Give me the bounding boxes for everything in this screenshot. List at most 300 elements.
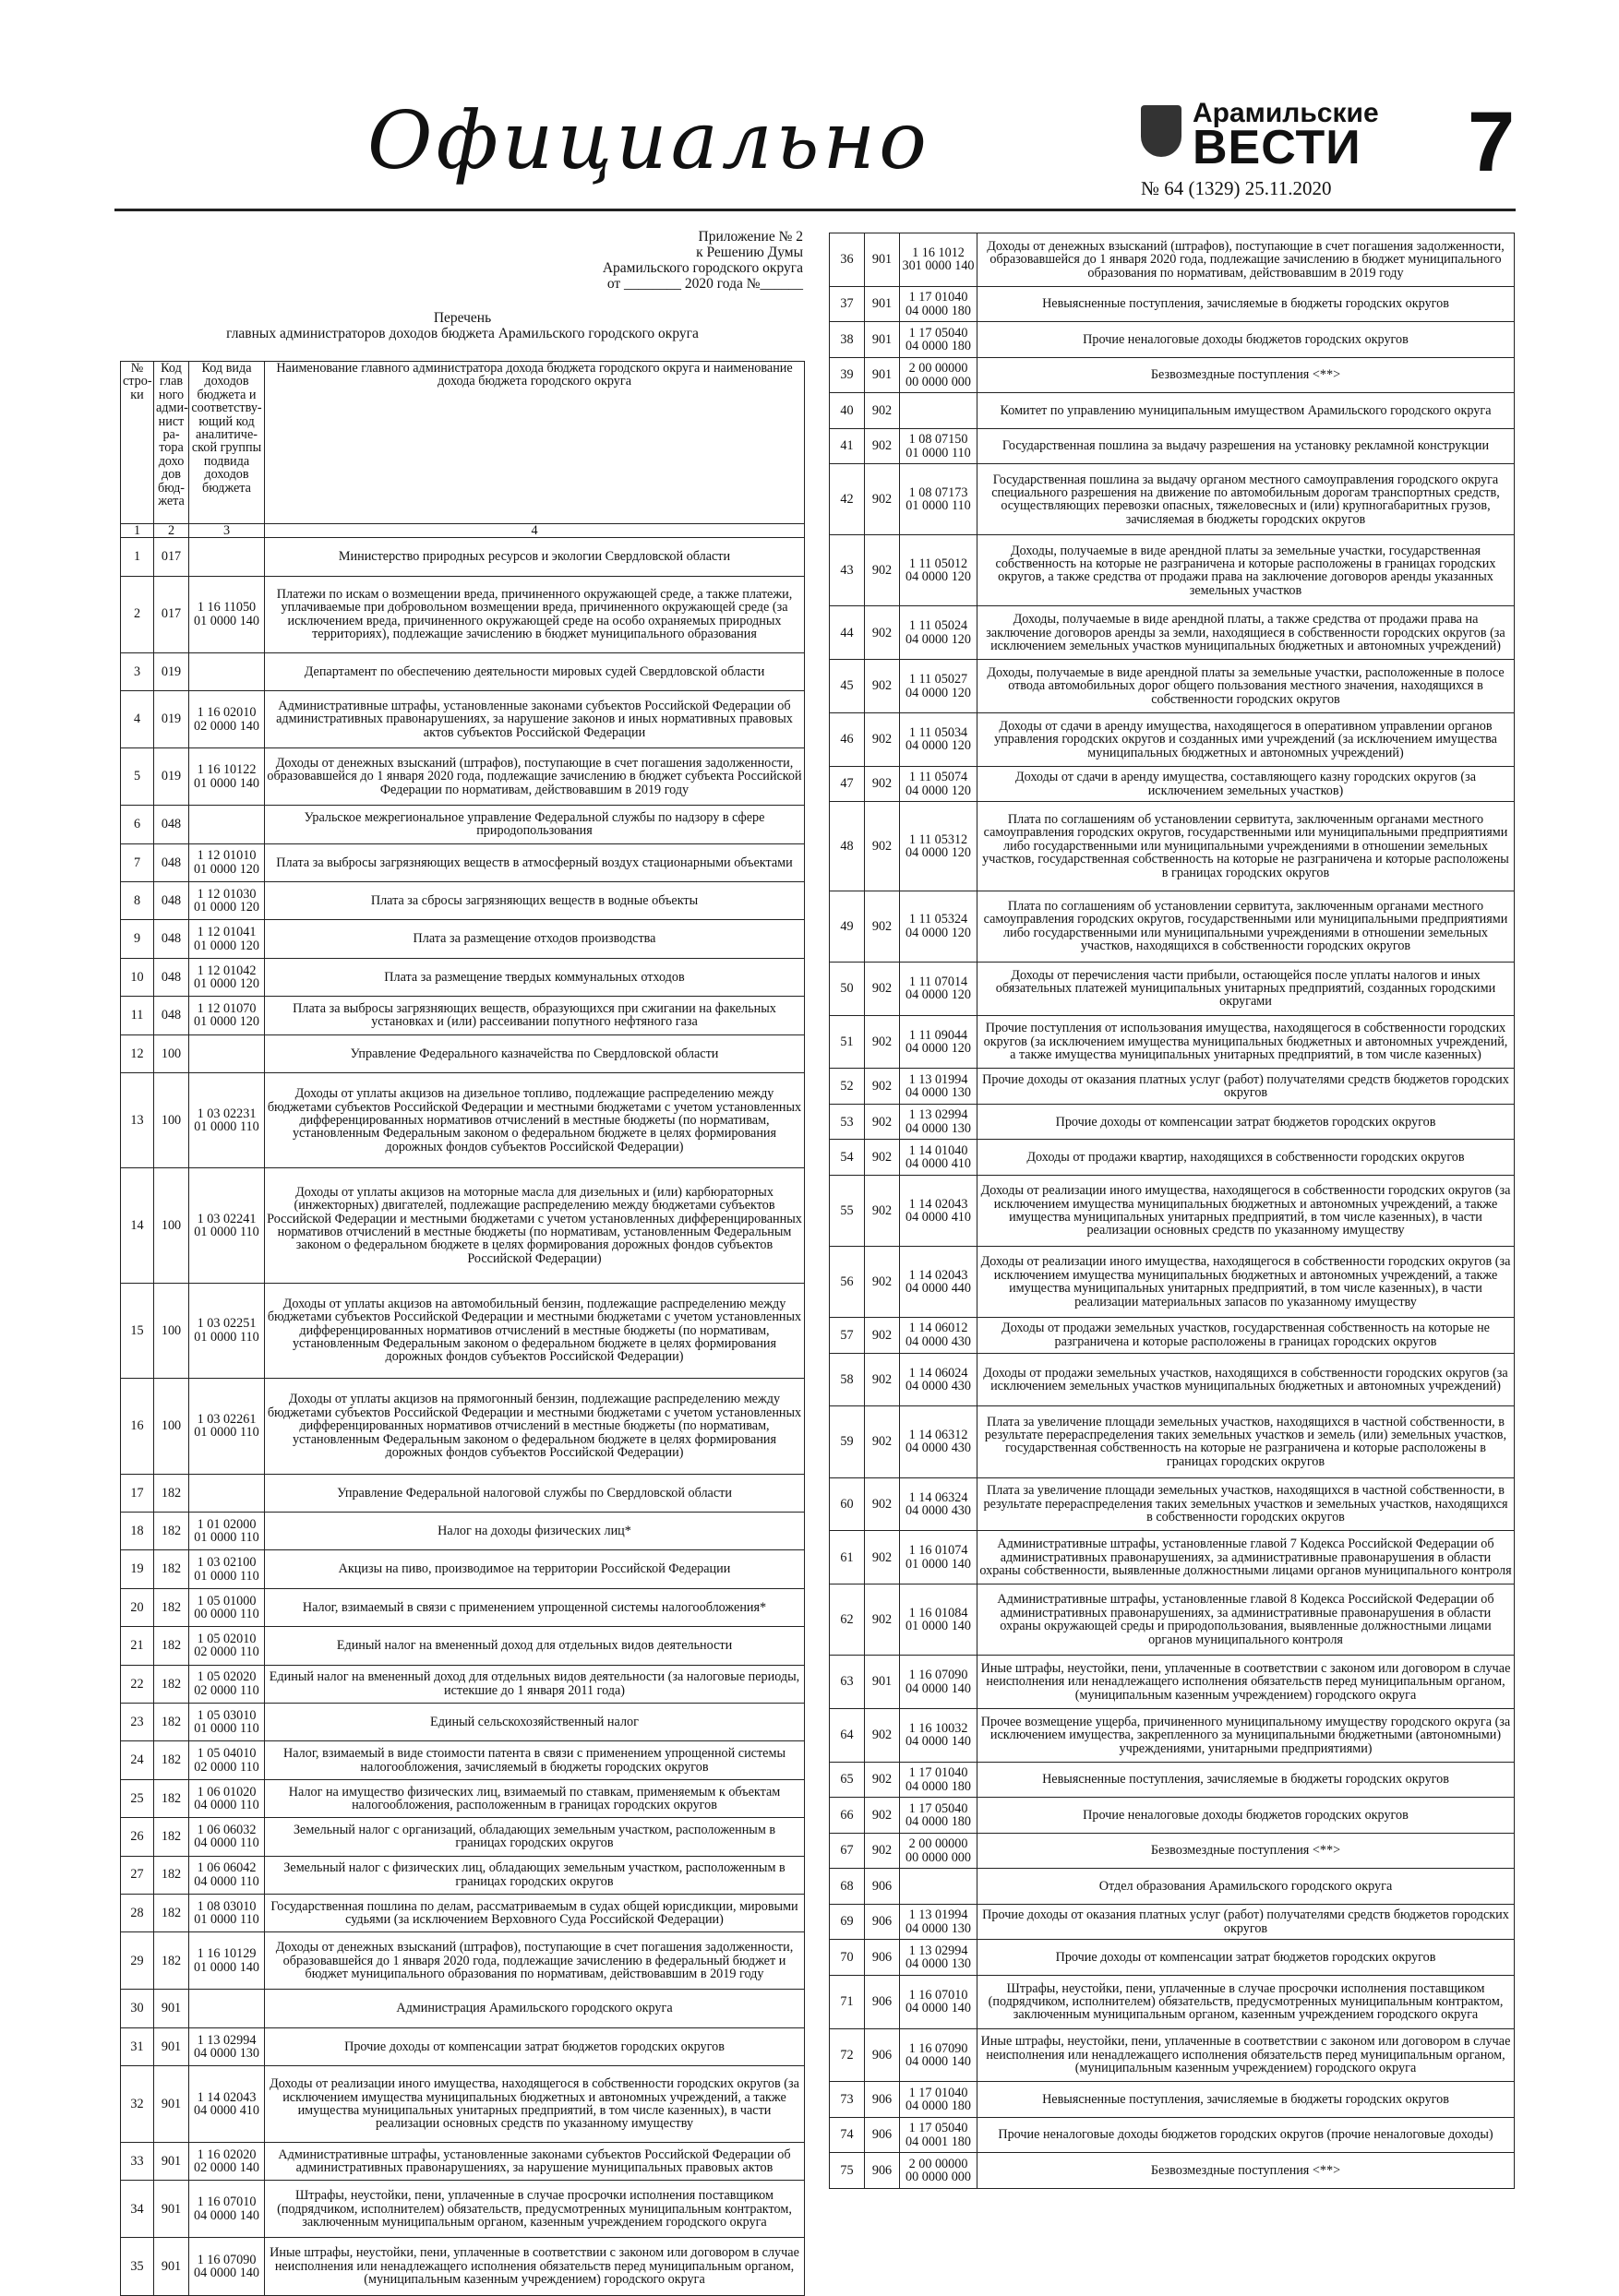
header-admin: Код глав ного адми-нист ра-тора дохо дов бюд-жета <box>154 362 189 524</box>
revenue-name: Земельный налог с организаций, обладающих земельным участком, расположенным в границах городских округов <box>265 1818 805 1856</box>
admin-code: 017 <box>154 538 189 576</box>
admin-code: 182 <box>154 1932 189 1990</box>
table-row <box>830 891 1515 962</box>
table-row <box>121 1283 805 1379</box>
revenue-name: Министерство природных ресурсов и экологии Свердловской области <box>265 538 805 576</box>
revenue-name: Прочие доходы от компенсации затрат бюджетов городских округов <box>977 1104 1515 1140</box>
admin-code: 182 <box>154 1894 189 1931</box>
admin-code: 100 <box>154 1034 189 1072</box>
table-row <box>830 802 1515 891</box>
admin-code: 906 <box>865 1904 900 1940</box>
table-row <box>121 2027 805 2065</box>
admin-code: 902 <box>865 713 900 767</box>
revenue-name: Акцизы на пиво, производимое на территории Российской Федерации <box>265 1550 805 1588</box>
table-row <box>830 606 1515 660</box>
revenue-code: 2 00 00000 00 0000 000 <box>900 1833 977 1869</box>
table-row <box>121 2181 805 2238</box>
revenue-code <box>189 538 265 576</box>
row-number: 57 <box>830 1318 865 1354</box>
admin-code: 901 <box>154 2066 189 2143</box>
admin-code: 902 <box>865 535 900 606</box>
table-row <box>121 1627 805 1665</box>
row-number: 25 <box>121 1779 154 1817</box>
admin-code: 019 <box>154 652 189 690</box>
row-number: 38 <box>830 322 865 358</box>
table-row <box>830 660 1515 713</box>
admin-code: 902 <box>865 1477 900 1531</box>
row-number: 35 <box>121 2238 154 2295</box>
table-row <box>121 806 805 843</box>
revenue-code: 1 12 01070 01 0000 120 <box>189 997 265 1034</box>
admin-code: 906 <box>865 2117 900 2153</box>
row-number: 71 <box>830 1975 865 2028</box>
admin-code: 902 <box>865 393 900 429</box>
revenue-name: Доходы от реализации иного имущества, находящегося в собственности городских округов (за исключением имущества муниципальных бюджетных и автономных учреждений, а также имущества муниципальных унитарных предприятий, в том числе казенных), в части реализации основных средств по указанному имуществу <box>977 1175 1515 1246</box>
table-row <box>830 1140 1515 1176</box>
table-row <box>830 1531 1515 1584</box>
revenue-name: Доходы от уплаты акцизов на дизельное топливо, подлежащие распределению между бюджетами субъектов Российской Федерации и местными бюджетами с учетом установленных дифференцированных нормативов отчислений в местные бюджеты (по нормативам, установленным Федеральным законом о федеральном бюджете в целях формирования дорожных фондов субъектов Российской Федерации) <box>265 1072 805 1168</box>
revenue-code <box>189 1474 265 1512</box>
admin-code: 906 <box>865 2082 900 2118</box>
row-number: 61 <box>830 1531 865 1584</box>
revenue-name: Плата за выбросы загрязняющих веществ, образующихся при сжигании на факельных установках и (или) рассеивании попутного нефтяного газа <box>265 997 805 1034</box>
table-row <box>830 1477 1515 1531</box>
revenue-code: 1 17 05040 04 0000 180 <box>900 1798 977 1834</box>
revenue-name: Административные штрафы, установленные законами субъектов Российской Федерации об административных правонарушениях, за нарушение законов и иных нормативных правовых актов субъектов Российской Федерации <box>265 690 805 747</box>
revenue-code: 1 06 01020 04 0000 110 <box>189 1779 265 1817</box>
newspaper-logo <box>1141 98 1379 174</box>
admin-code: 902 <box>865 1406 900 1477</box>
revenue-code: 1 03 02100 01 0000 110 <box>189 1550 265 1588</box>
row-number: 70 <box>830 1940 865 1976</box>
table-row <box>830 464 1515 535</box>
admin-code: 182 <box>154 1588 189 1626</box>
revenue-code: 1 11 05034 04 0000 120 <box>900 713 977 767</box>
revenue-name: Прочее возмещение ущерба, причиненного муниципальному имуществу городского округа (за исключением имущества, закрепленного за муниципальными бюджетными (автономными) учреждениями, унитарными предприятиями) <box>977 1709 1515 1763</box>
revenue-name: Плата за размещение отходов производства <box>265 920 805 958</box>
header-code: Код вида доходов бюджета и соответству-ющий код аналитиче-ской группы подвида доходов бюджета <box>189 362 265 524</box>
row-number: 31 <box>121 2027 154 2065</box>
revenue-code: 1 05 03010 01 0000 110 <box>189 1703 265 1740</box>
revenue-name: Единый сельскохозяйственный налог <box>265 1703 805 1740</box>
revenue-table-right <box>829 233 1515 2189</box>
revenue-name: Административные штрафы, установленные законами субъектов Российской Федерации об административных правонарушениях, за нарушение муниципальных правовых актов <box>265 2142 805 2180</box>
table-row <box>121 920 805 958</box>
admin-code: 901 <box>154 2238 189 2295</box>
revenue-code: 1 16 01084 01 0000 140 <box>900 1584 977 1656</box>
revenue-code <box>189 1990 265 2027</box>
admin-code: 901 <box>865 233 900 287</box>
revenue-code: 1 11 05324 04 0000 120 <box>900 891 977 962</box>
revenue-code: 1 11 05012 04 0000 120 <box>900 535 977 606</box>
table-row <box>830 535 1515 606</box>
revenue-code: 2 00 00000 00 0000 000 <box>900 357 977 393</box>
revenue-name: Административные штрафы, установленные главой 8 Кодекса Российской Федерации об административных правонарушениях, за административные правонарушения в области охраны окружающей среды и природопользования, выявленные должностными лицами органов муниципального контроля <box>977 1584 1515 1656</box>
revenue-name: Государственная пошлина за выдачу разрешения на установку рекламной конструкции <box>977 428 1515 464</box>
row-number: 64 <box>830 1709 865 1763</box>
row-number: 44 <box>830 606 865 660</box>
revenue-code: 1 14 01040 04 0000 410 <box>900 1140 977 1176</box>
row-number: 41 <box>830 428 865 464</box>
admin-code: 902 <box>865 428 900 464</box>
admin-code: 902 <box>865 766 900 802</box>
table-row <box>830 1318 1515 1354</box>
admin-code: 902 <box>865 1015 900 1069</box>
revenue-name: Безвозмездные поступления <**> <box>977 1833 1515 1869</box>
table-row <box>830 1904 1515 1940</box>
index-cell: 1 <box>121 524 154 538</box>
revenue-code: 1 17 01040 04 0000 180 <box>900 1762 977 1798</box>
table-row <box>121 690 805 747</box>
table-row <box>830 962 1515 1015</box>
coat-of-arms-icon <box>1141 105 1181 157</box>
row-number: 62 <box>830 1584 865 1656</box>
row-number: 52 <box>830 1069 865 1105</box>
admin-code: 902 <box>865 1104 900 1140</box>
row-number: 68 <box>830 1869 865 1905</box>
table-index-row <box>121 524 805 538</box>
revenue-name: Прочие неналоговые доходы бюджетов городских округов (прочие неналоговые доходы) <box>977 2117 1515 2153</box>
revenue-name: Доходы от реализации иного имущества, находящегося в собственности городских округов (за исключением имущества муниципальных бюджетных и автономных учреждений, а также имущества муниципальных унитарных предприятий, в том числе казенных), в части реализации основных средств по указанному имуществу <box>265 2066 805 2143</box>
row-number: 21 <box>121 1627 154 1665</box>
table-row <box>121 843 805 881</box>
admin-code: 901 <box>154 2181 189 2238</box>
revenue-code: 1 11 09044 04 0000 120 <box>900 1015 977 1069</box>
table-row <box>830 322 1515 358</box>
revenue-code <box>900 393 977 429</box>
admin-code: 048 <box>154 806 189 843</box>
table-header-row <box>121 362 805 524</box>
revenue-name: Департамент по обеспечению деятельности мировых судей Свердловской области <box>265 652 805 690</box>
revenue-code: 1 06 06032 04 0000 110 <box>189 1818 265 1856</box>
table-row <box>830 393 1515 429</box>
revenue-code: 1 11 07014 04 0000 120 <box>900 962 977 1015</box>
admin-code: 182 <box>154 1512 189 1549</box>
revenue-name: Налог на доходы физических лиц* <box>265 1512 805 1549</box>
appendix-note <box>582 229 803 292</box>
admin-code: 902 <box>865 1318 900 1354</box>
revenue-name: Иные штрафы, неустойки, пени, уплаченные в соответствии с законом или договором в случае неисполнения или ненадлежащего исполнения обязательств перед муниципальным органом, (муниципальным казенным учреждением) городского округа <box>977 2028 1515 2082</box>
table-row <box>121 538 805 576</box>
admin-code: 902 <box>865 1247 900 1318</box>
row-number: 5 <box>121 748 154 806</box>
row-number: 46 <box>830 713 865 767</box>
table-row <box>121 1990 805 2027</box>
row-number: 73 <box>830 2082 865 2118</box>
row-number: 19 <box>121 1550 154 1588</box>
revenue-code: 1 05 04010 02 0000 110 <box>189 1741 265 1779</box>
revenue-name: Отдел образования Арамильского городского округа <box>977 1869 1515 1905</box>
row-number: 50 <box>830 962 865 1015</box>
row-number: 56 <box>830 1247 865 1318</box>
revenue-name: Прочие неналоговые доходы бюджетов городских округов <box>977 322 1515 358</box>
table-row <box>830 2082 1515 2118</box>
table-row <box>121 576 805 652</box>
row-number: 45 <box>830 660 865 713</box>
admin-code: 901 <box>865 1656 900 1709</box>
row-number: 47 <box>830 766 865 802</box>
revenue-name: Плата за увеличение площади земельных участков, находящихся в частной собственности, в результате перераспределения таких земельных участков и земель (или) земельных участков, государственная собственность на которые не разграничена и которые расположены в границах городских округов <box>977 1406 1515 1477</box>
admin-code: 048 <box>154 843 189 881</box>
revenue-table-left <box>120 361 805 2296</box>
row-number: 6 <box>121 806 154 843</box>
revenue-name: Плата по соглашениям об установлении сервитута, заключенным органами местного самоуправления городских округов, государственными или муниципальными предприятиями либо государственными или муниципальными учреждениями в отношении земельных участков, государственная собственность на которые не разграничена и которые расположены в границах городских округов <box>977 802 1515 891</box>
revenue-code: 1 05 02020 02 0000 110 <box>189 1665 265 1703</box>
table-row <box>121 1034 805 1072</box>
admin-code: 182 <box>154 1550 189 1588</box>
revenue-code: 1 16 1012 301 0000 140 <box>900 233 977 287</box>
revenue-code: 1 12 01010 01 0000 120 <box>189 843 265 881</box>
admin-code: 902 <box>865 1584 900 1656</box>
revenue-code: 1 13 01994 04 0000 130 <box>900 1904 977 1940</box>
revenue-code: 1 16 11050 01 0000 140 <box>189 576 265 652</box>
table-row <box>830 1656 1515 1709</box>
revenue-name: Иные штрафы, неустойки, пени, уплаченные в соответствии с законом или договором в случае неисполнения или ненадлежащего исполнения обязательств перед муниципальным органом, (муниципальным казенным учреждением) городского округа <box>977 1656 1515 1709</box>
table-row <box>121 1550 805 1588</box>
table-row <box>830 1975 1515 2028</box>
revenue-name: Доходы от продажи земельных участков, находящихся в собственности городских округов (за исключением земельных участков муниципальных бюджетных и автономных учреждений) <box>977 1353 1515 1406</box>
table-row <box>830 713 1515 767</box>
admin-code: 902 <box>865 1709 900 1763</box>
revenue-code: 1 16 07010 04 0000 140 <box>900 1975 977 2028</box>
table-row <box>121 1779 805 1817</box>
revenue-name: Единый налог на вмененный доход для отдельных видов деятельности <box>265 1627 805 1665</box>
revenue-code <box>189 1034 265 1072</box>
table-row <box>121 748 805 806</box>
revenue-name: Администрация Арамильского городского округа <box>265 1990 805 2027</box>
admin-code: 906 <box>865 2028 900 2082</box>
row-number: 4 <box>121 690 154 747</box>
revenue-name: Доходы от денежных взысканий (штрафов), поступающие в счет погашения задолженности, образовавшейся до 1 января 2020 года, подлежащие зачислению в федеральный бюджет и бюджет муниципального образования по нормативам, действовавшим в 2019 году <box>265 1932 805 1990</box>
admin-code: 906 <box>865 1940 900 1976</box>
revenue-name: Доходы, получаемые в виде арендной платы за земельные участки, расположенные в полосе отвода автомобильных дорог общего пользования местного значения, находящихся в собственности городских округов <box>977 660 1515 713</box>
revenue-code: 1 01 02000 01 0000 110 <box>189 1512 265 1549</box>
revenue-name: Доходы от денежных взысканий (штрафов), поступающие в счет погашения задолженности, образовавшейся до 1 января 2020 года, подлежащие зачислению в бюджет муниципального образования по нормативам, действовавшим в 2019 году <box>977 233 1515 287</box>
revenue-code: 1 14 06312 04 0000 430 <box>900 1406 977 1477</box>
revenue-code: 1 16 07090 04 0000 140 <box>189 2238 265 2295</box>
admin-code: 902 <box>865 1798 900 1834</box>
revenue-code: 1 12 01042 01 0000 120 <box>189 958 265 996</box>
revenue-name: Доходы от продажи квартир, находящихся в собственности городских округов <box>977 1140 1515 1176</box>
table-row <box>830 1940 1515 1976</box>
table-row <box>121 881 805 919</box>
admin-code: 901 <box>154 2142 189 2180</box>
table-row <box>830 1175 1515 1246</box>
admin-code: 048 <box>154 920 189 958</box>
admin-code: 902 <box>865 1140 900 1176</box>
table-row <box>121 1072 805 1168</box>
revenue-name: Доходы от уплаты акцизов на прямогонный бензин, подлежащие распределению между бюджетами субъектов Российской Федерации и местными бюджетами с учетом установленных дифференцированных нормативов отчислений в местные бюджеты (по нормативам, установленным Федеральным законом о федеральном бюджете в целях формирования дорожных фондов субъектов Российской Федерации) <box>265 1379 805 1475</box>
revenue-name: Невыясненные поступления, зачисляемые в бюджеты городских округов <box>977 1762 1515 1798</box>
row-number: 74 <box>830 2117 865 2153</box>
revenue-code: 1 03 02251 01 0000 110 <box>189 1283 265 1379</box>
admin-code: 019 <box>154 748 189 806</box>
index-cell: 2 <box>154 524 189 538</box>
table-row <box>830 2028 1515 2082</box>
table-row <box>121 997 805 1034</box>
row-number: 3 <box>121 652 154 690</box>
revenue-name: Прочие доходы от компенсации затрат бюджетов городских округов <box>977 1940 1515 1976</box>
admin-code: 100 <box>154 1379 189 1475</box>
revenue-code: 1 08 03010 01 0000 110 <box>189 1894 265 1931</box>
revenue-code: 1 17 05040 04 0001 180 <box>900 2117 977 2153</box>
admin-code: 902 <box>865 1833 900 1869</box>
row-number: 30 <box>121 1990 154 2027</box>
revenue-code: 1 17 01040 04 0000 180 <box>900 2082 977 2118</box>
row-number: 28 <box>121 1894 154 1931</box>
revenue-name: Доходы от продажи земельных участков, государственная собственность на которые не разграничена и которые расположены в границах городских округов <box>977 1318 1515 1354</box>
revenue-code: 1 14 02043 04 0000 410 <box>189 2066 265 2143</box>
revenue-name: Прочие неналоговые доходы бюджетов городских округов <box>977 1798 1515 1834</box>
revenue-name: Доходы, получаемые в виде арендной платы за земельные участки, государственная собственность на которые не разграничена и которые расположены в границах городских округов, а также средства от продажи права на заключение договоров аренды указанных земельных участков <box>977 535 1515 606</box>
logo-line1: Арамильские <box>1193 98 1379 128</box>
revenue-name: Невыясненные поступления, зачисляемые в бюджеты городских округов <box>977 286 1515 322</box>
caption-line: главных администраторов доходов бюджета Арамильского городского округа <box>226 326 699 341</box>
caption-line: Перечень <box>433 310 492 326</box>
row-number: 39 <box>830 357 865 393</box>
revenue-code: 1 11 05312 04 0000 120 <box>900 802 977 891</box>
logo-line2: ВЕСТИ <box>1193 121 1361 174</box>
revenue-code: 1 08 07173 01 0000 110 <box>900 464 977 535</box>
revenue-name: Уральское межрегиональное управление Федеральной службы по надзору в сфере природопользования <box>265 806 805 843</box>
revenue-code: 1 14 02043 04 0000 440 <box>900 1247 977 1318</box>
table-row <box>830 1353 1515 1406</box>
admin-code: 182 <box>154 1474 189 1512</box>
section-title: Официально <box>367 95 930 187</box>
row-number: 17 <box>121 1474 154 1512</box>
row-number: 36 <box>830 233 865 287</box>
index-cell: 4 <box>265 524 805 538</box>
admin-code: 182 <box>154 1856 189 1894</box>
admin-code: 906 <box>865 1869 900 1905</box>
row-number: 20 <box>121 1588 154 1626</box>
revenue-code: 1 17 01040 04 0000 180 <box>900 286 977 322</box>
admin-code: 901 <box>865 322 900 358</box>
table-row <box>121 1665 805 1703</box>
revenue-name: Безвозмездные поступления <**> <box>977 357 1515 393</box>
table-row <box>121 652 805 690</box>
row-number: 32 <box>121 2066 154 2143</box>
row-number: 29 <box>121 1932 154 1990</box>
admin-code: 017 <box>154 576 189 652</box>
table-row <box>830 1015 1515 1069</box>
admin-code: 902 <box>865 1175 900 1246</box>
revenue-name: Комитет по управлению муниципальным имуществом Арамильского городского округа <box>977 393 1515 429</box>
revenue-name: Земельный налог с физических лиц, обладающих земельным участком, расположенным в границах городских округов <box>265 1856 805 1894</box>
row-number: 75 <box>830 2153 865 2189</box>
table-row <box>830 1833 1515 1869</box>
appendix-line: к Решению Думы <box>696 245 803 260</box>
revenue-code: 1 05 01000 00 0000 110 <box>189 1588 265 1626</box>
table-row <box>830 357 1515 393</box>
revenue-name: Невыясненные поступления, зачисляемые в бюджеты городских округов <box>977 2082 1515 2118</box>
admin-code: 100 <box>154 1072 189 1168</box>
table-row <box>830 2153 1515 2189</box>
table-row <box>830 1247 1515 1318</box>
revenue-code: 1 08 07150 01 0000 110 <box>900 428 977 464</box>
revenue-name: Административные штрафы, установленные главой 7 Кодекса Российской Федерации об административных правонарушениях, за административные правонарушения в области охраны собственности, выявленные должностными лицами органов муниципального контроля <box>977 1531 1515 1584</box>
revenue-code: 1 16 10129 01 0000 140 <box>189 1932 265 1990</box>
table-row <box>121 1512 805 1549</box>
table-row <box>830 286 1515 322</box>
row-number: 1 <box>121 538 154 576</box>
row-number: 9 <box>121 920 154 958</box>
row-number: 10 <box>121 958 154 996</box>
revenue-name: Доходы от сдачи в аренду имущества, составляющего казну городских округов (за исключением земельных участков) <box>977 766 1515 802</box>
row-number: 72 <box>830 2028 865 2082</box>
revenue-code: 1 14 02043 04 0000 410 <box>900 1175 977 1246</box>
revenue-name: Прочие доходы от оказания платных услуг (работ) получателями средств бюджетов городских округов <box>977 1069 1515 1105</box>
table-row <box>121 2066 805 2143</box>
row-number: 67 <box>830 1833 865 1869</box>
table-row <box>830 1762 1515 1798</box>
revenue-code <box>189 652 265 690</box>
revenue-name: Доходы от реализации иного имущества, находящегося в собственности городских округов (за исключением имущества муниципальных бюджетных и автономных учреждений, а также имущества муниципальных унитарных предприятий, в том числе казенных), в части реализации материальных запасов по указанному имуществу <box>977 1247 1515 1318</box>
revenue-code: 1 16 02020 02 0000 140 <box>189 2142 265 2180</box>
admin-code: 182 <box>154 1627 189 1665</box>
revenue-code: 1 03 02231 01 0000 110 <box>189 1072 265 1168</box>
row-number: 33 <box>121 2142 154 2180</box>
admin-code: 019 <box>154 690 189 747</box>
revenue-name: Штрафы, неустойки, пени, уплаченные в случае просрочки исполнения поставщиком (подрядчиком, исполнителем) обязательств, предусмотренных муниципальным контрактом, заключенным муниципальным органом, казенным учреждением городского округа <box>977 1975 1515 2028</box>
revenue-name: Налог, взимаемый в виде стоимости патента в связи с применением упрощенной системы налогообложения, зачисляемый в бюджеты городских округов <box>265 1741 805 1779</box>
revenue-code: 1 06 06042 04 0000 110 <box>189 1856 265 1894</box>
row-number: 54 <box>830 1140 865 1176</box>
row-number: 8 <box>121 881 154 919</box>
revenue-code: 1 11 05074 04 0000 120 <box>900 766 977 802</box>
row-number: 43 <box>830 535 865 606</box>
table-row <box>830 1406 1515 1477</box>
appendix-line: Арамильского городского округа <box>602 260 803 276</box>
admin-code: 182 <box>154 1779 189 1817</box>
revenue-code: 1 12 01030 01 0000 120 <box>189 881 265 919</box>
row-number: 14 <box>121 1168 154 1283</box>
row-number: 18 <box>121 1512 154 1549</box>
admin-code: 906 <box>865 1975 900 2028</box>
revenue-name: Доходы от денежных взысканий (штрафов), поступающие в счет погашения задолженности, образовавшейся до 1 января 2020 года, подлежащие зачислению в бюджет субъекта Российской Федерации по нормативам, действовавшим в 2019 году <box>265 748 805 806</box>
row-number: 65 <box>830 1762 865 1798</box>
row-number: 48 <box>830 802 865 891</box>
row-number: 59 <box>830 1406 865 1477</box>
row-number: 13 <box>121 1072 154 1168</box>
table-row <box>121 958 805 996</box>
table-row <box>121 1894 805 1931</box>
row-number: 53 <box>830 1104 865 1140</box>
revenue-name: Плата за сбросы загрязняющих веществ в водные объекты <box>265 881 805 919</box>
admin-code: 901 <box>865 286 900 322</box>
admin-code: 182 <box>154 1818 189 1856</box>
table-row <box>830 1869 1515 1905</box>
table-row <box>830 2117 1515 2153</box>
revenue-code: 1 11 05024 04 0000 120 <box>900 606 977 660</box>
row-number: 16 <box>121 1379 154 1475</box>
revenue-code: 1 16 07090 04 0000 140 <box>900 1656 977 1709</box>
revenue-code: 1 14 06012 04 0000 430 <box>900 1318 977 1354</box>
row-number: 40 <box>830 393 865 429</box>
revenue-name: Плата по соглашениям об установлении сервитута, заключенным органами местного самоуправления городских округов, государственными или муниципальными предприятиями либо государственными или муниципальными учреждениями в отношении земельных участков, находящихся в собственности городских округов <box>977 891 1515 962</box>
admin-code: 902 <box>865 802 900 891</box>
table-caption <box>120 310 805 341</box>
table-row <box>830 233 1515 287</box>
revenue-name: Прочие доходы от компенсации затрат бюджетов городских округов <box>265 2027 805 2065</box>
table-row <box>830 1798 1515 1834</box>
table-row <box>121 1703 805 1740</box>
admin-code: 100 <box>154 1283 189 1379</box>
revenue-name: Налог на имущество физических лиц, взимаемый по ставкам, применяемым к объектам налогообложения, расположенным в границах городских округов <box>265 1779 805 1817</box>
row-number: 12 <box>121 1034 154 1072</box>
table-row <box>830 766 1515 802</box>
table-row <box>121 2238 805 2295</box>
